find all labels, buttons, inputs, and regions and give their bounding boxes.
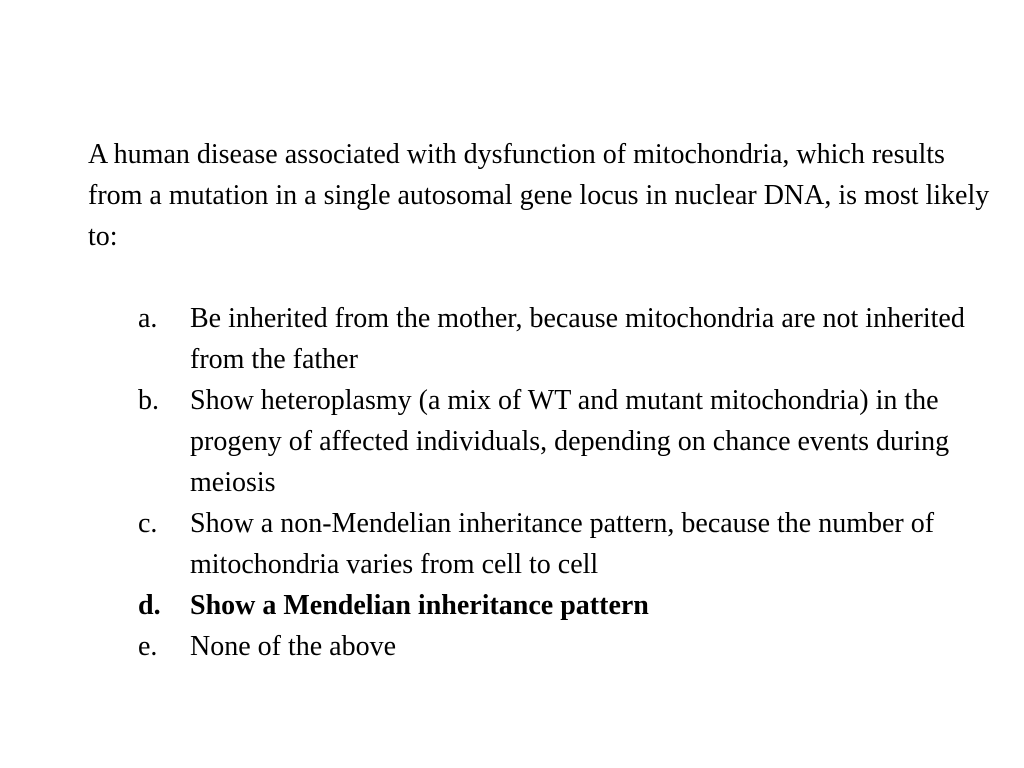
option-text: Be inherited from the mother, because mitochondria are not inherited from the father [190,303,965,375]
option-b [138,380,988,503]
option-text: Show heteroplasmy (a mix of WT and mutant mitochondria) in the progeny of affected individuals, depending on chance events during meiosis [190,385,950,498]
option-text: Show a non-Mendelian inheritance pattern, because the number of mitochondria varies from cell to cell [190,508,935,580]
option-text: None of the above [190,631,397,662]
option-c [138,503,988,585]
answer-options [138,298,988,667]
option-letter: b. [138,385,159,416]
option-letter: a. [138,303,158,334]
option-a [138,298,988,380]
question-text: A human disease associated with dysfunction of mitochondria, which results from a mutation in a single autosomal gene locus in nuclear DNA, is most likely to: [88,139,990,252]
option-d-correct-answer [138,585,988,626]
option-letter: c. [138,508,158,539]
option-text: Show a Mendelian inheritance pattern [190,590,649,621]
option-letter: d. [138,590,161,621]
option-e [138,626,988,667]
option-letter: e. [138,631,158,662]
